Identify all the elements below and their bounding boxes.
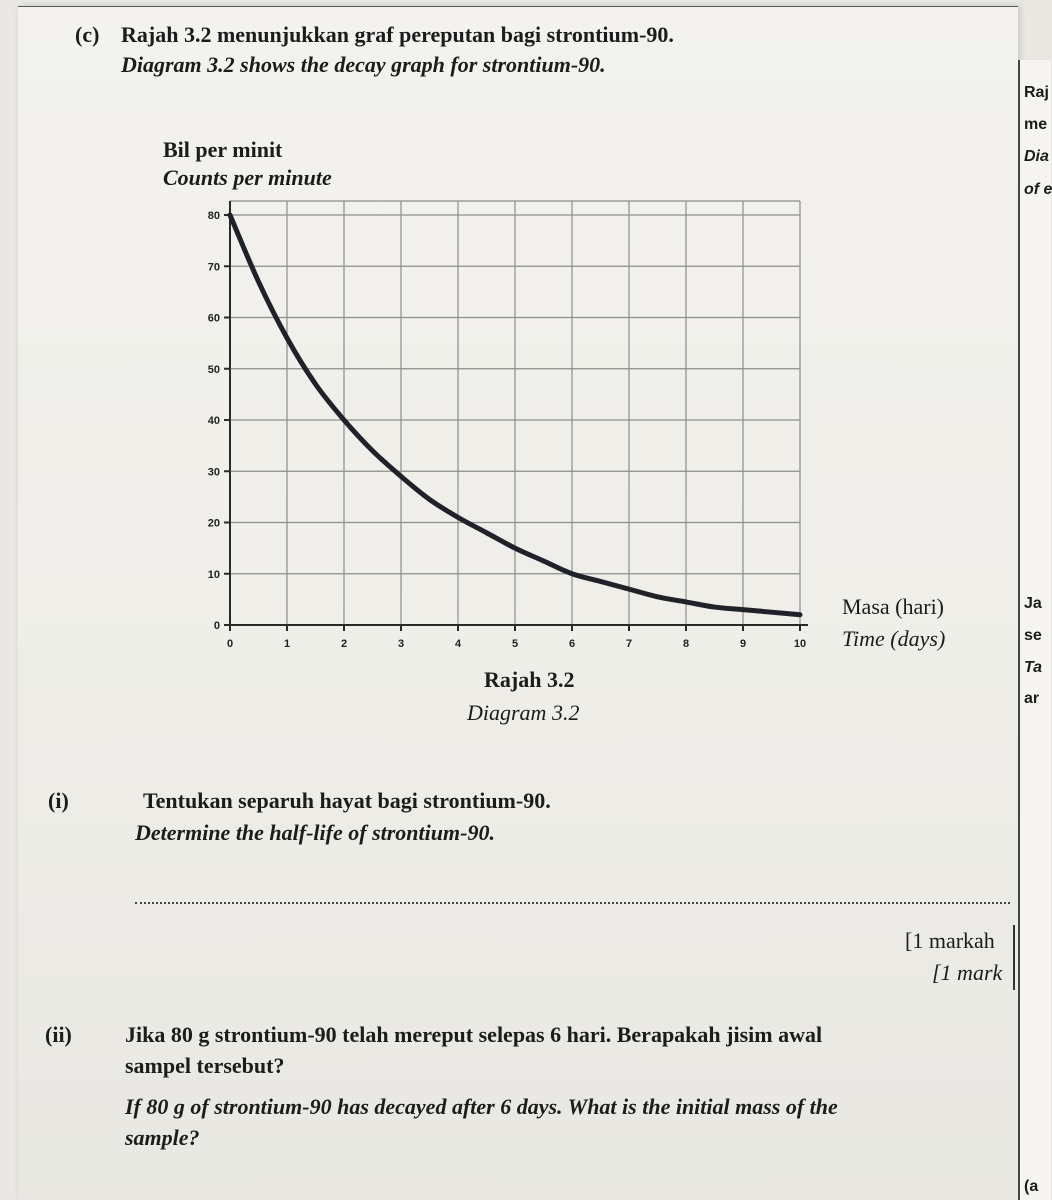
- x-tick-label-0: 0: [226, 638, 234, 650]
- decay-chart: [185, 185, 835, 655]
- y-tick-label-70: 70: [207, 261, 220, 274]
- x-axis-title-en: Time (days): [842, 626, 946, 651]
- sub-ii-label: (ii): [45, 1022, 72, 1047]
- chart-axes: [224, 201, 808, 631]
- question-intro-ms: Rajah 3.2 menunjukkan graf pereputan bagi strontium-90.: [121, 22, 674, 47]
- diagram-caption-en: Diagram 3.2: [467, 700, 580, 725]
- adjacent-page-strip: [1018, 60, 1051, 1200]
- sub-i-text-en: Determine the half-life of strontium-90.: [135, 820, 495, 845]
- strip-text-1: Raj: [1024, 84, 1049, 101]
- question-part-label: (c): [75, 22, 100, 47]
- x-tick-label-7: 7: [625, 638, 633, 650]
- mark-bracket: [1013, 925, 1015, 990]
- y-tick-label-50: 50: [207, 363, 220, 376]
- strip-text-7: Ta: [1024, 659, 1043, 676]
- strip-text-6: se: [1024, 627, 1042, 644]
- x-tick-labels: [227, 638, 806, 650]
- sub-i-label: (i): [48, 788, 69, 813]
- mark-ms: [1 markah: [905, 928, 995, 953]
- x-tick-label-9: 9: [739, 638, 747, 650]
- y-tick-label-20: 20: [207, 517, 220, 530]
- sub-ii-text-ms-1: Jika 80 g strontium-90 telah mereput selepas 6 hari. Berapakah jisim awal: [125, 1022, 823, 1047]
- strip-text-2: me: [1024, 116, 1048, 133]
- strip-text-5: Ja: [1024, 595, 1042, 612]
- x-tick-label-10: 10: [793, 638, 807, 650]
- mark-en: [1 mark: [932, 960, 1003, 985]
- sub-ii-text-ms-2: sampel tersebut?: [125, 1053, 285, 1078]
- x-tick-label-1: 1: [283, 638, 291, 650]
- strip-text-9: (a: [1024, 1178, 1039, 1195]
- answer-line[interactable]: [135, 902, 1010, 904]
- x-tick-label-8: 8: [682, 638, 690, 650]
- diagram-caption-ms: Rajah 3.2: [484, 667, 575, 692]
- x-tick-label-4: 4: [454, 638, 462, 650]
- y-tick-labels: [208, 210, 220, 632]
- y-tick-label-80: 80: [207, 210, 220, 222]
- chart-grid: [230, 201, 800, 625]
- strip-text-3: Dia: [1024, 148, 1049, 165]
- x-tick-label-6: 6: [568, 638, 576, 650]
- y-tick-label-40: 40: [207, 415, 220, 427]
- y-axis-title-ms: Bil per minit: [163, 137, 283, 162]
- x-tick-label-2: 2: [340, 638, 348, 650]
- sub-ii-text-en-1: If 80 g of strontium-90 has decayed after 6 days. What is the initial mass of the: [125, 1094, 838, 1119]
- sub-ii-text-en-2: sample?: [125, 1125, 200, 1150]
- y-tick-label-0: 0: [213, 620, 220, 632]
- y-tick-label-10: 10: [207, 568, 220, 581]
- question-intro-en: Diagram 3.2 shows the decay graph for strontium-90.: [121, 52, 606, 77]
- y-tick-label-60: 60: [207, 312, 220, 325]
- y-tick-label-30: 30: [207, 466, 220, 479]
- y-axis-title-en: Counts per minute: [163, 165, 332, 190]
- strip-text-8: ar: [1024, 690, 1040, 707]
- x-tick-label-5: 5: [511, 638, 519, 650]
- strip-text-4: of e: [1024, 181, 1052, 198]
- page-top-edge: [18, 6, 1018, 7]
- x-axis-title-ms: Masa (hari): [842, 594, 945, 619]
- sub-i-text-ms: Tentukan separuh hayat bagi strontium-90.: [143, 788, 551, 813]
- x-tick-label-3: 3: [397, 638, 405, 650]
